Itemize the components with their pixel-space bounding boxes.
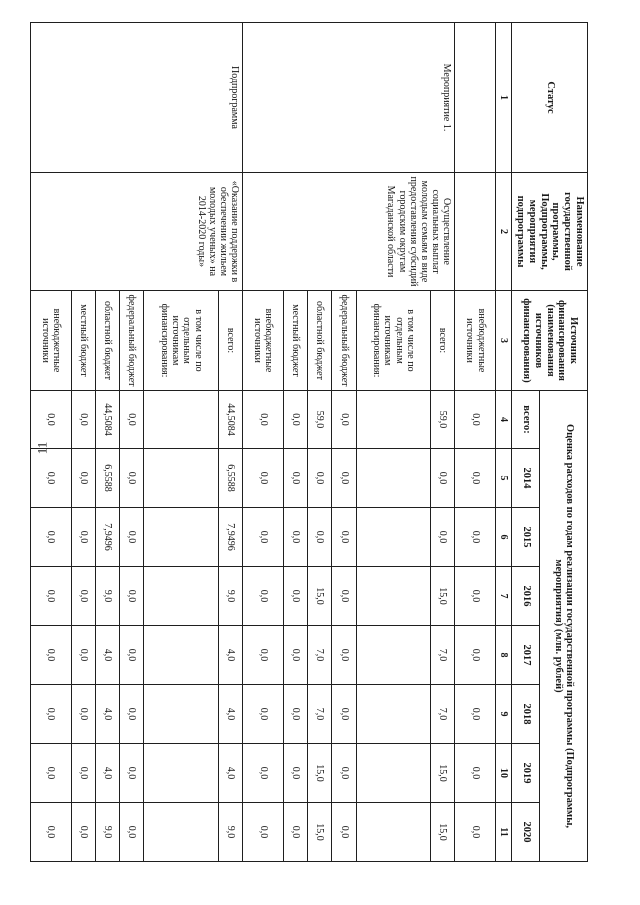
funding-source-cell: всего: xyxy=(218,291,242,391)
header-year: 2019 xyxy=(512,744,540,803)
table-body xyxy=(30,23,496,862)
value-cell: 0,0 xyxy=(284,626,308,685)
value-cell: 0,0 xyxy=(332,508,356,567)
column-index: 6 xyxy=(496,508,512,567)
value-cell xyxy=(356,567,430,626)
value-cell: 0,0 xyxy=(243,508,284,567)
column-index: 4 xyxy=(496,391,512,449)
funding-source-cell: областной бюджет xyxy=(308,291,332,391)
value-cell: 0,0 xyxy=(284,744,308,803)
value-cell: 4,0 xyxy=(96,685,120,744)
value-cell xyxy=(356,744,430,803)
table-row xyxy=(431,23,455,862)
value-cell xyxy=(144,567,218,626)
value-cell: 0,0 xyxy=(30,803,71,862)
value-cell xyxy=(144,391,218,449)
value-cell xyxy=(356,803,430,862)
financing-table xyxy=(30,22,588,862)
value-cell: 0,0 xyxy=(455,449,496,508)
status-cell: Подпрограмма xyxy=(30,23,242,173)
value-cell: 9,0 xyxy=(218,803,242,862)
header-total: всего: xyxy=(512,391,540,449)
value-cell: 7,9496 xyxy=(218,508,242,567)
value-cell xyxy=(144,626,218,685)
value-cell: 59,0 xyxy=(308,391,332,449)
value-cell: 0,0 xyxy=(455,744,496,803)
value-cell: 0,0 xyxy=(284,803,308,862)
value-cell: 0,0 xyxy=(455,803,496,862)
value-cell: 0,0 xyxy=(332,391,356,449)
header-year: 2016 xyxy=(512,567,540,626)
value-cell: 6,5588 xyxy=(96,449,120,508)
header-year: 2020 xyxy=(512,803,540,862)
rotated-table-container xyxy=(39,22,588,862)
value-cell: 0,0 xyxy=(455,685,496,744)
column-index: 5 xyxy=(496,449,512,508)
value-cell: 4,0 xyxy=(218,685,242,744)
value-cell: 0,0 xyxy=(243,744,284,803)
value-cell: 15,0 xyxy=(308,744,332,803)
value-cell: 0,0 xyxy=(284,508,308,567)
value-cell: 0,0 xyxy=(431,449,455,508)
header-funding-source: Источник финансирования (наименования источников финансирования) xyxy=(512,291,588,391)
value-cell: 0,0 xyxy=(332,685,356,744)
value-cell: 0,0 xyxy=(243,626,284,685)
value-cell: 0,0 xyxy=(455,508,496,567)
value-cell: 0,0 xyxy=(120,508,144,567)
column-index: 8 xyxy=(496,626,512,685)
header-expense-estimate: Оценка расходов по годам реализации государственной программы (Подпрограммы, мероприятия) (млн. рублей) xyxy=(540,391,588,862)
value-cell: 0,0 xyxy=(30,567,71,626)
value-cell: 44,5084 xyxy=(218,391,242,449)
value-cell: 7,0 xyxy=(308,685,332,744)
value-cell xyxy=(144,744,218,803)
column-index: 10 xyxy=(496,744,512,803)
funding-source-cell: в том числе по отдельным источникам финансирования: xyxy=(144,291,218,391)
value-cell: 44,5084 xyxy=(96,391,120,449)
value-cell xyxy=(356,508,430,567)
funding-source-cell: местный бюджет xyxy=(284,291,308,391)
value-cell: 0,0 xyxy=(284,685,308,744)
column-index: 7 xyxy=(496,567,512,626)
value-cell: 0,0 xyxy=(71,626,95,685)
funding-source-cell: внебюджетные источники xyxy=(455,291,496,391)
value-cell: 0,0 xyxy=(308,449,332,508)
value-cell: 0,0 xyxy=(284,567,308,626)
value-cell: 7,0 xyxy=(431,685,455,744)
value-cell: 7,0 xyxy=(308,626,332,685)
value-cell: 9,0 xyxy=(218,567,242,626)
value-cell: 0,0 xyxy=(71,449,95,508)
value-cell xyxy=(144,508,218,567)
value-cell: 0,0 xyxy=(30,744,71,803)
value-cell: 15,0 xyxy=(308,567,332,626)
program-name-cell: «Оказание поддержки в обеспечении жильем молодых ученых» на 2014-2020 годы» xyxy=(30,173,242,291)
value-cell: 0,0 xyxy=(308,508,332,567)
value-cell: 0,0 xyxy=(284,449,308,508)
value-cell: 15,0 xyxy=(431,744,455,803)
header-year: 2017 xyxy=(512,626,540,685)
funding-source-cell: местный бюджет xyxy=(71,291,95,391)
funding-source-cell: федеральный бюджет xyxy=(332,291,356,391)
value-cell: 0,0 xyxy=(455,626,496,685)
value-cell: 59,0 xyxy=(431,391,455,449)
value-cell: 0,0 xyxy=(30,508,71,567)
value-cell: 9,0 xyxy=(96,567,120,626)
value-cell: 0,0 xyxy=(71,803,95,862)
value-cell: 0,0 xyxy=(71,744,95,803)
value-cell: 0,0 xyxy=(71,567,95,626)
value-cell: 0,0 xyxy=(71,685,95,744)
value-cell: 0,0 xyxy=(332,567,356,626)
value-cell: 0,0 xyxy=(243,567,284,626)
value-cell: 0,0 xyxy=(120,567,144,626)
funding-source-cell: в том числе по отдельным источникам финансирования: xyxy=(356,291,430,391)
value-cell: 0,0 xyxy=(455,567,496,626)
value-cell: 0,0 xyxy=(71,391,95,449)
value-cell: 0,0 xyxy=(243,391,284,449)
value-cell: 0,0 xyxy=(332,449,356,508)
value-cell: 0,0 xyxy=(30,626,71,685)
column-index: 11 xyxy=(496,803,512,862)
value-cell: 0,0 xyxy=(332,803,356,862)
column-index: 9 xyxy=(496,685,512,744)
column-index: 2 xyxy=(496,173,512,291)
value-cell: 0,0 xyxy=(120,391,144,449)
value-cell: 4,0 xyxy=(96,744,120,803)
value-cell: 0,0 xyxy=(71,508,95,567)
value-cell: 0,0 xyxy=(455,391,496,449)
value-cell: 0,0 xyxy=(332,744,356,803)
value-cell: 15,0 xyxy=(431,803,455,862)
column-index: 1 xyxy=(496,23,512,173)
value-cell xyxy=(356,685,430,744)
program-name-cell: Осуществление социальных выплат молодым семьям в виде предоставления субсидий городским округам Магаданской области xyxy=(243,173,455,291)
header-year: 2018 xyxy=(512,685,540,744)
page-number: 11 xyxy=(34,441,50,455)
header-status: Статус xyxy=(512,23,588,173)
value-cell: 7,9496 xyxy=(96,508,120,567)
value-cell: 0,0 xyxy=(120,803,144,862)
value-cell: 6,5588 xyxy=(218,449,242,508)
value-cell xyxy=(356,449,430,508)
value-cell: 0,0 xyxy=(120,744,144,803)
funding-source-cell: федеральный бюджет xyxy=(120,291,144,391)
status-cell: Мероприятие 1. xyxy=(243,23,455,173)
value-cell: 9,0 xyxy=(96,803,120,862)
value-cell: 0,0 xyxy=(243,685,284,744)
value-cell: 4,0 xyxy=(218,626,242,685)
status-cell xyxy=(455,23,496,173)
value-cell: 0,0 xyxy=(243,803,284,862)
funding-source-cell: всего: xyxy=(431,291,455,391)
funding-source-cell: внебюджетные источники xyxy=(30,291,71,391)
value-cell xyxy=(356,626,430,685)
column-index: 3 xyxy=(496,291,512,391)
value-cell: 0,0 xyxy=(30,449,71,508)
value-cell: 0,0 xyxy=(284,391,308,449)
header-program-name: Наименование государственной программы, Подпрограммы, мероприятия подпрограммы xyxy=(512,173,588,291)
value-cell xyxy=(144,685,218,744)
value-cell: 0,0 xyxy=(243,449,284,508)
value-cell: 0,0 xyxy=(431,508,455,567)
program-name-cell xyxy=(455,173,496,291)
value-cell: 4,0 xyxy=(96,626,120,685)
value-cell: 0,0 xyxy=(120,626,144,685)
header-year: 2014 xyxy=(512,449,540,508)
funding-source-cell: областной бюджет xyxy=(96,291,120,391)
value-cell: 0,0 xyxy=(332,626,356,685)
value-cell: 0,0 xyxy=(30,685,71,744)
value-cell xyxy=(144,803,218,862)
value-cell: 15,0 xyxy=(308,803,332,862)
table-row xyxy=(455,23,496,862)
value-cell xyxy=(144,449,218,508)
value-cell: 4,0 xyxy=(218,744,242,803)
table-row xyxy=(218,23,242,862)
header-year: 2015 xyxy=(512,508,540,567)
value-cell xyxy=(356,391,430,449)
value-cell: 7,0 xyxy=(431,626,455,685)
value-cell: 0,0 xyxy=(120,449,144,508)
funding-source-cell: внебюджетные источники xyxy=(243,291,284,391)
value-cell: 0,0 xyxy=(120,685,144,744)
value-cell: 0,0 xyxy=(30,391,71,449)
value-cell: 15,0 xyxy=(431,567,455,626)
